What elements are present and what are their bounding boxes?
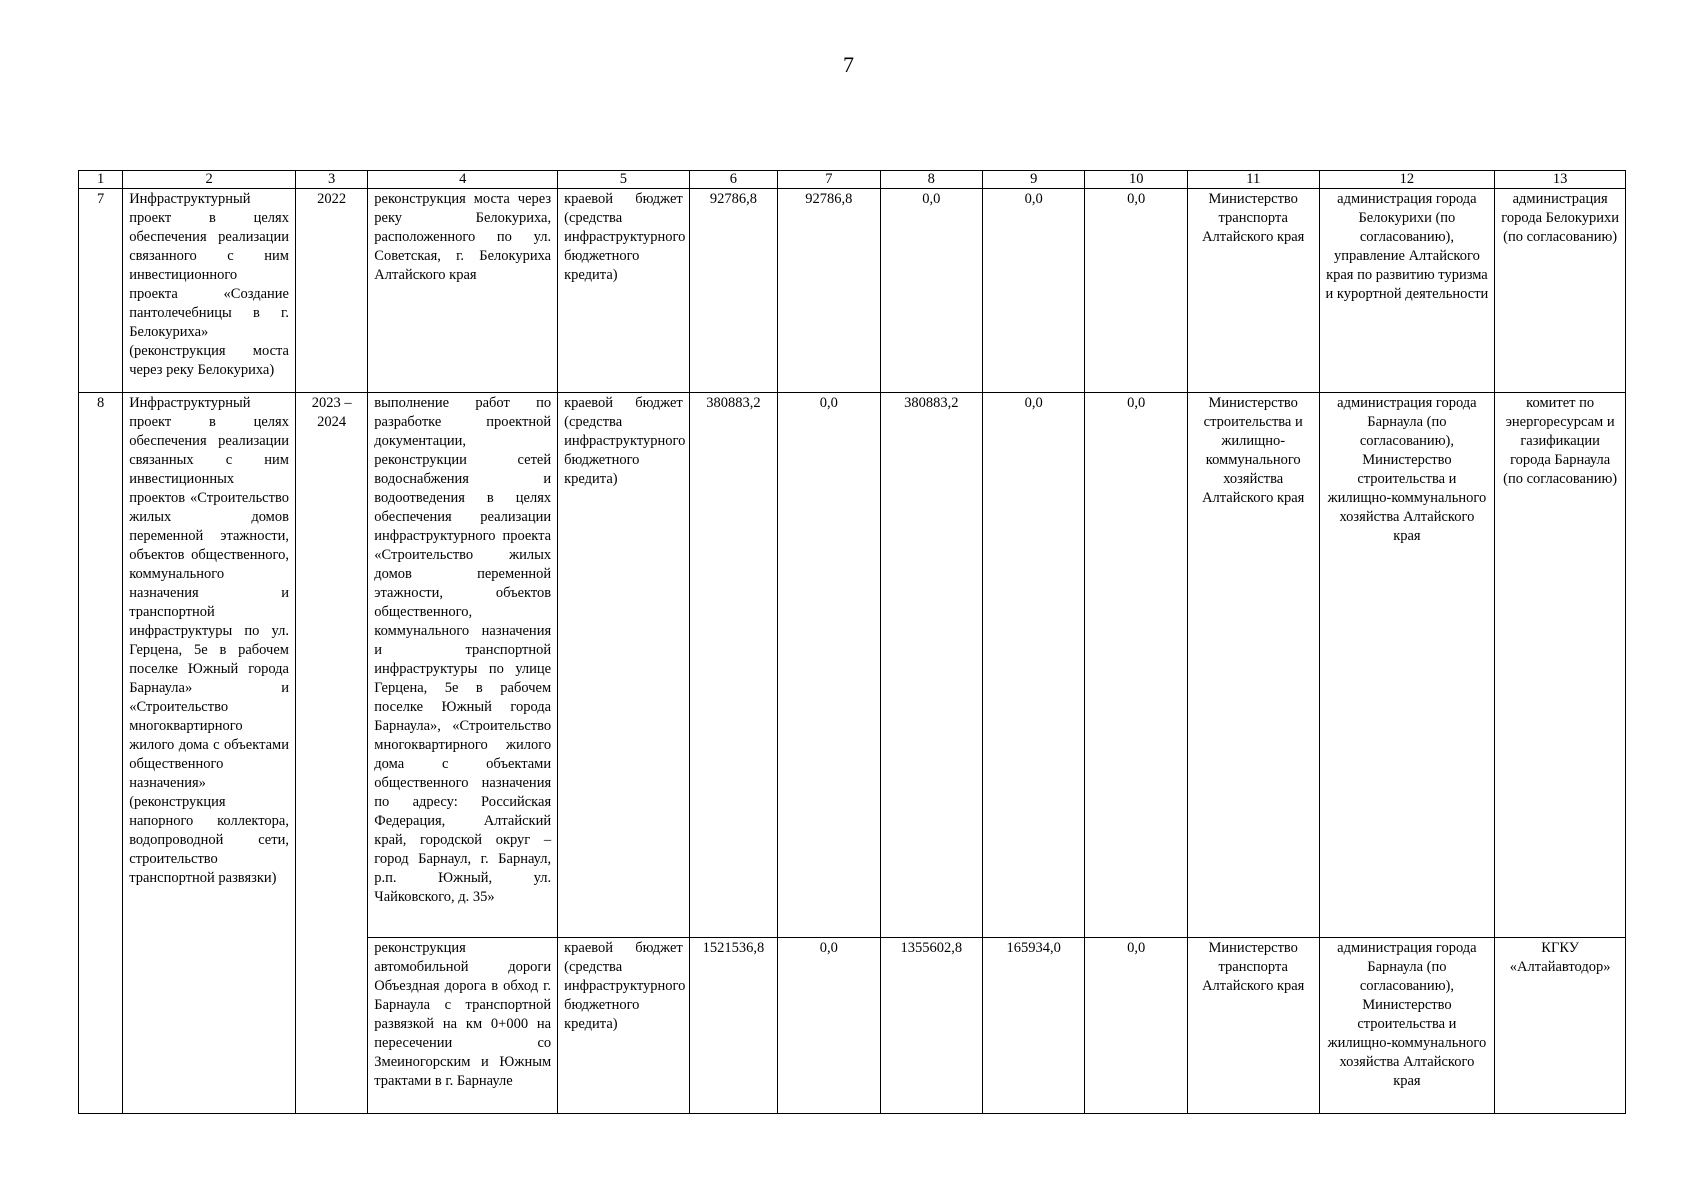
column-number: 5 <box>558 171 690 189</box>
project-name: Инфраструктурный проект в целях обеспечения реализации связанного с ним инвестиционного проекта «Создание пантолечебницы в г. Белокуриха» (реконструкция моста через реку Белокуриха) <box>123 189 296 393</box>
funding-source: краевой бюджет (средства инфраструктурного бюджетного кредита) <box>558 938 690 1114</box>
column-number: 2 <box>123 171 296 189</box>
row-number: 7 <box>79 189 123 393</box>
amount-year-2: 0,0 <box>880 189 982 393</box>
page-number: 7 <box>843 52 854 77</box>
row-number: 8 <box>79 393 123 1114</box>
column-number: 3 <box>295 171 367 189</box>
column-number: 11 <box>1187 171 1319 189</box>
participants: администрация города Белокурихи (по согласованию) <box>1495 189 1626 393</box>
amount-year-4: 0,0 <box>1085 189 1187 393</box>
responsible-executor: Министерство транспорта Алтайского края <box>1187 938 1319 1114</box>
work-description: выполнение работ по разработке проектной документации, реконструкции сетей водоснабжения и водоотведения в целях обеспечения реализации инфраструктурного проекта «Строительство жилых домов переменной этажности, объектов общественного, коммунального назначения и транспортной инфраструктуры по улице Герцена, 5е в рабочем поселке Южный города Барнаула», «Строительство многоквартирного жилого дома с объектами общественного назначения по адресу: Российская Федерация, Алтайский край, городской округ – город Барнаул, г. Барнаул, р.п. Южный, ул. Чайковского, д. 35» <box>368 393 558 938</box>
measures-table <box>78 170 1626 1114</box>
column-number: 9 <box>983 171 1085 189</box>
amount-year-3: 165934,0 <box>983 938 1085 1114</box>
co-executors: администрация города Белокурихи (по согласованию), управление Алтайского края по развитию туризма и курортной деятельности <box>1319 189 1495 393</box>
co-executors: администрация города Барнаула (по согласованию), Министерство строительства и жилищно-коммунального хозяйства Алтайского края <box>1319 393 1495 938</box>
work-description: реконструкция моста через реку Белокуриха, расположенного по ул. Советская, г. Белокуриха Алтайского края <box>368 189 558 393</box>
amount-year-1: 0,0 <box>778 938 880 1114</box>
column-number: 1 <box>79 171 123 189</box>
responsible-executor: Министерство транспорта Алтайского края <box>1187 189 1319 393</box>
amount-year-3: 0,0 <box>983 393 1085 938</box>
column-number: 7 <box>778 171 880 189</box>
amount-year-2: 1355602,8 <box>880 938 982 1114</box>
amount-year-2: 380883,2 <box>880 393 982 938</box>
work-description: реконструкция автомобильной дороги Объездная дорога в обход г. Барнаула с транспортной развязкой на км 0+000 на пересечении со Змеиногорским и Южным трактами в г. Барнауле <box>368 938 558 1114</box>
co-executors: администрация города Барнаула (по согласованию), Министерство строительства и жилищно-коммунального хозяйства Алтайского края <box>1319 938 1495 1114</box>
funding-source: краевой бюджет (средства инфраструктурного бюджетного кредита) <box>558 189 690 393</box>
total-amount: 92786,8 <box>689 189 777 393</box>
column-number: 8 <box>880 171 982 189</box>
table-row <box>79 189 1626 393</box>
amount-year-4: 0,0 <box>1085 393 1187 938</box>
amount-year-3: 0,0 <box>983 189 1085 393</box>
column-number: 4 <box>368 171 558 189</box>
responsible-executor: Министерство строительства и жилищно-коммунального хозяйства Алтайского края <box>1187 393 1319 938</box>
total-amount: 1521536,8 <box>689 938 777 1114</box>
participants: КГКУ «Алтайавтодор» <box>1495 938 1626 1114</box>
total-amount: 380883,2 <box>689 393 777 938</box>
project-name: Инфраструктурный проект в целях обеспечения реализации связанных с ним инвестиционных проектов «Строительство жилых домов переменной этажности, объектов общественного, коммунального назначения и транспортной инфраструктуры по ул. Герцена, 5е в рабочем поселке Южный города Барнаула» и «Строительство многоквартирного жилого дома с объектами общественного назначения» (реконструкция напорного коллектора, водопроводной сети, строительство транспортной развязки) <box>123 393 296 1114</box>
table-row <box>79 393 1626 938</box>
column-number: 10 <box>1085 171 1187 189</box>
column-number: 12 <box>1319 171 1495 189</box>
implementation-period: 2023 – 2024 <box>295 393 367 1114</box>
participants: комитет по энергоресурсам и газификации города Барнаула (по согласованию) <box>1495 393 1626 938</box>
column-number: 13 <box>1495 171 1626 189</box>
implementation-period: 2022 <box>295 189 367 393</box>
amount-year-4: 0,0 <box>1085 938 1187 1114</box>
amount-year-1: 0,0 <box>778 393 880 938</box>
column-number-row <box>79 171 1626 189</box>
funding-source: краевой бюджет (средства инфраструктурного бюджетного кредита) <box>558 393 690 938</box>
column-number: 6 <box>689 171 777 189</box>
amount-year-1: 92786,8 <box>778 189 880 393</box>
